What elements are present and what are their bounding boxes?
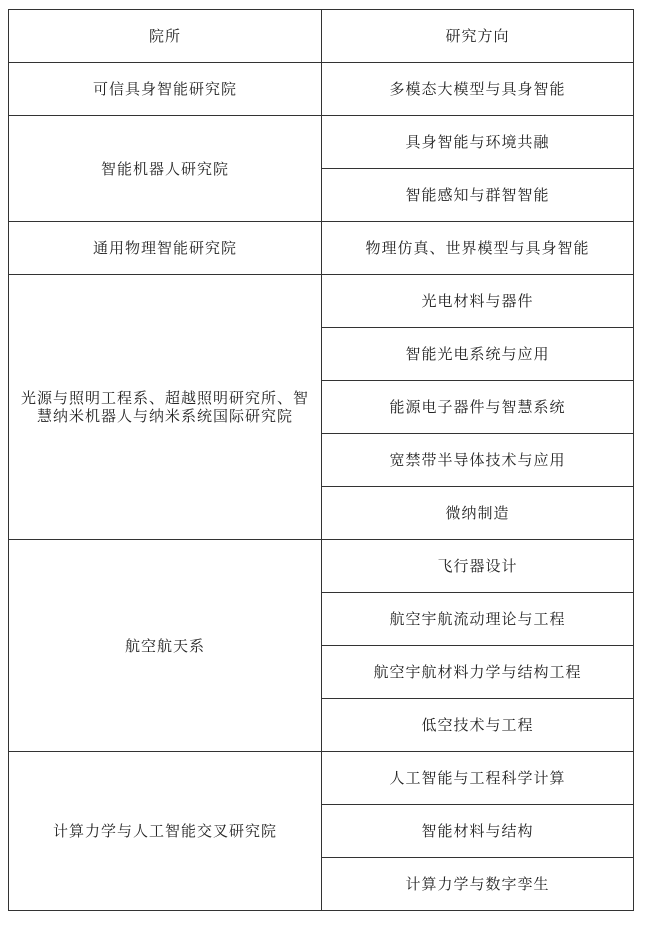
direction-cell: 智能光电系统与应用	[322, 328, 634, 381]
table-row	[9, 222, 634, 275]
institute-cell: 智能机器人研究院	[9, 116, 322, 222]
institute-cell: 航空航天系	[9, 540, 322, 752]
header-research-direction: 研究方向	[322, 10, 634, 63]
direction-cell: 航空宇航材料力学与结构工程	[322, 646, 634, 699]
table-row	[9, 116, 634, 169]
institute-research-table	[8, 9, 634, 911]
institute-cell: 可信具身智能研究院	[9, 63, 322, 116]
direction-cell: 低空技术与工程	[322, 699, 634, 752]
direction-cell: 航空宇航流动理论与工程	[322, 593, 634, 646]
direction-cell: 光电材料与器件	[322, 275, 634, 328]
table-container	[8, 9, 634, 911]
direction-cell: 人工智能与工程科学计算	[322, 752, 634, 805]
institute-cell: 通用物理智能研究院	[9, 222, 322, 275]
direction-cell: 具身智能与环境共融	[322, 116, 634, 169]
direction-cell: 微纳制造	[322, 487, 634, 540]
header-institute: 院所	[9, 10, 322, 63]
direction-cell: 能源电子器件与智慧系统	[322, 381, 634, 434]
institute-cell: 计算力学与人工智能交叉研究院	[9, 752, 322, 911]
direction-cell: 智能感知与群智智能	[322, 169, 634, 222]
direction-cell: 飞行器设计	[322, 540, 634, 593]
table-row	[9, 752, 634, 805]
table-row	[9, 275, 634, 328]
direction-cell: 多模态大模型与具身智能	[322, 63, 634, 116]
direction-cell: 智能材料与结构	[322, 805, 634, 858]
table-row	[9, 540, 634, 593]
header-row	[9, 10, 634, 63]
direction-cell: 计算力学与数字孪生	[322, 858, 634, 911]
direction-cell: 宽禁带半导体技术与应用	[322, 434, 634, 487]
table-row	[9, 63, 634, 116]
direction-cell: 物理仿真、世界模型与具身智能	[322, 222, 634, 275]
institute-cell: 光源与照明工程系、超越照明研究所、智慧纳米机器人与纳米系统国际研究院	[9, 275, 322, 540]
